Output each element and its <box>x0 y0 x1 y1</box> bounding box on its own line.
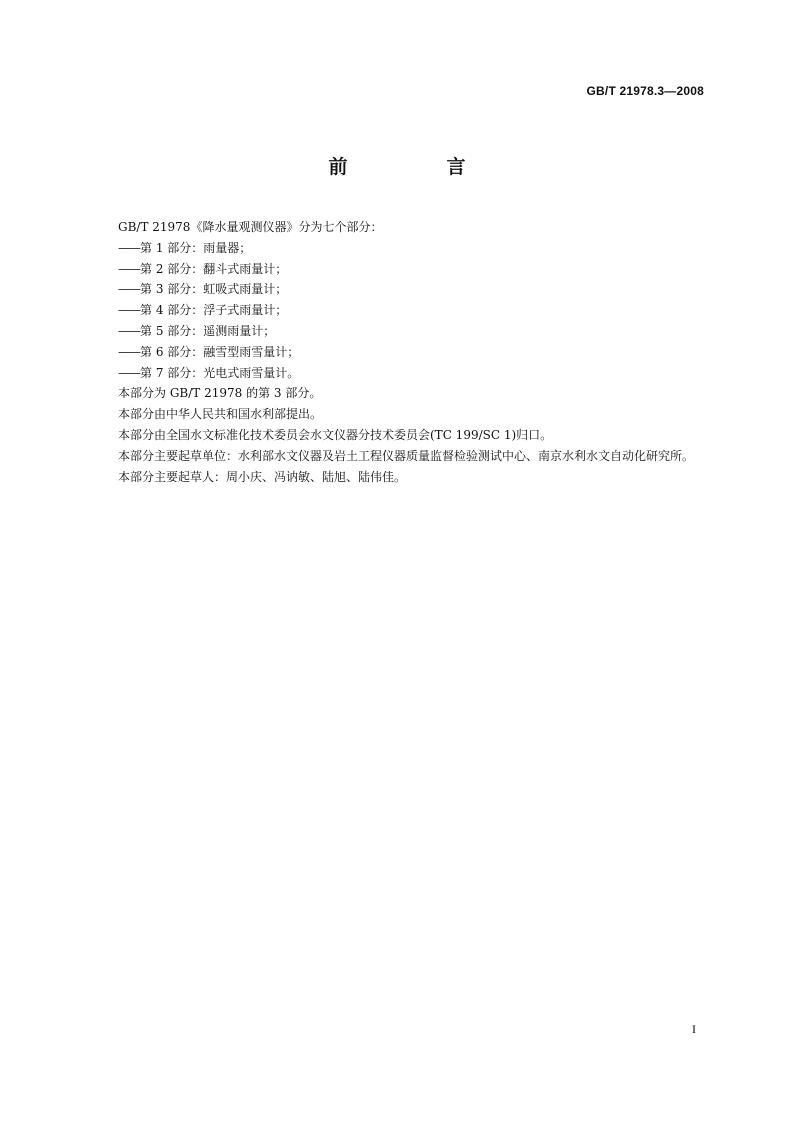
page-number: I <box>692 1022 696 1036</box>
paragraph-proposer: 本部分由中华人民共和国水利部提出。 <box>118 407 323 422</box>
list-item <box>90 238 704 259</box>
list-item-text: 第 6 部分：融雪型雨雪量计； <box>140 344 300 359</box>
page-title: 前 言 <box>328 156 506 178</box>
dash: —— <box>118 303 140 318</box>
dash: —— <box>118 282 140 297</box>
list-item-text: 第 7 部分：光电式雨雪量计。 <box>140 365 300 380</box>
list-item-text: 第 4 部分：浮子式雨量计； <box>140 303 288 318</box>
list-item-text: 第 2 部分：翻斗式雨量计； <box>140 261 288 276</box>
list-item-text: 第 1 部分：雨量器； <box>140 240 252 255</box>
paragraph-centralized-by: 本部分由全国水文标准化技术委员会水文仪器分技术委员会(TC 199/SC 1)归口。 <box>118 427 553 442</box>
paragraph-part-statement: 本部分为 GB/T 21978 的第 3 部分。 <box>118 386 322 401</box>
dash: —— <box>118 261 140 276</box>
standard-number: GB/T 21978.3—2008 <box>586 84 704 98</box>
intro-paragraph: GB/T 21978《降水量观测仪器》分为七个部分： <box>118 220 383 234</box>
list-item <box>90 300 704 321</box>
foreword-body <box>90 217 704 487</box>
paragraph-drafters: 本部分主要起草人：周小庆、冯讷敏、陆旭、陆伟佳。 <box>118 469 407 484</box>
dash: —— <box>118 365 140 380</box>
paragraph-drafting-units: 本部分主要起草单位：水利部水文仪器及岩土工程仪器质量监督检验测试中心、南京水利水文自动化研究所。 <box>118 448 695 463</box>
list-item <box>90 363 704 384</box>
list-item <box>90 342 704 363</box>
dash: —— <box>118 344 140 359</box>
list-item <box>90 279 704 300</box>
list-item-text: 第 5 部分：遥测雨量计； <box>140 323 276 338</box>
dash: —— <box>118 323 140 338</box>
list-item-text: 第 3 部分：虹吸式雨量计； <box>140 282 288 297</box>
dash: —— <box>118 240 140 255</box>
parts-list <box>90 238 704 384</box>
list-item <box>90 321 704 342</box>
list-item <box>90 259 704 280</box>
